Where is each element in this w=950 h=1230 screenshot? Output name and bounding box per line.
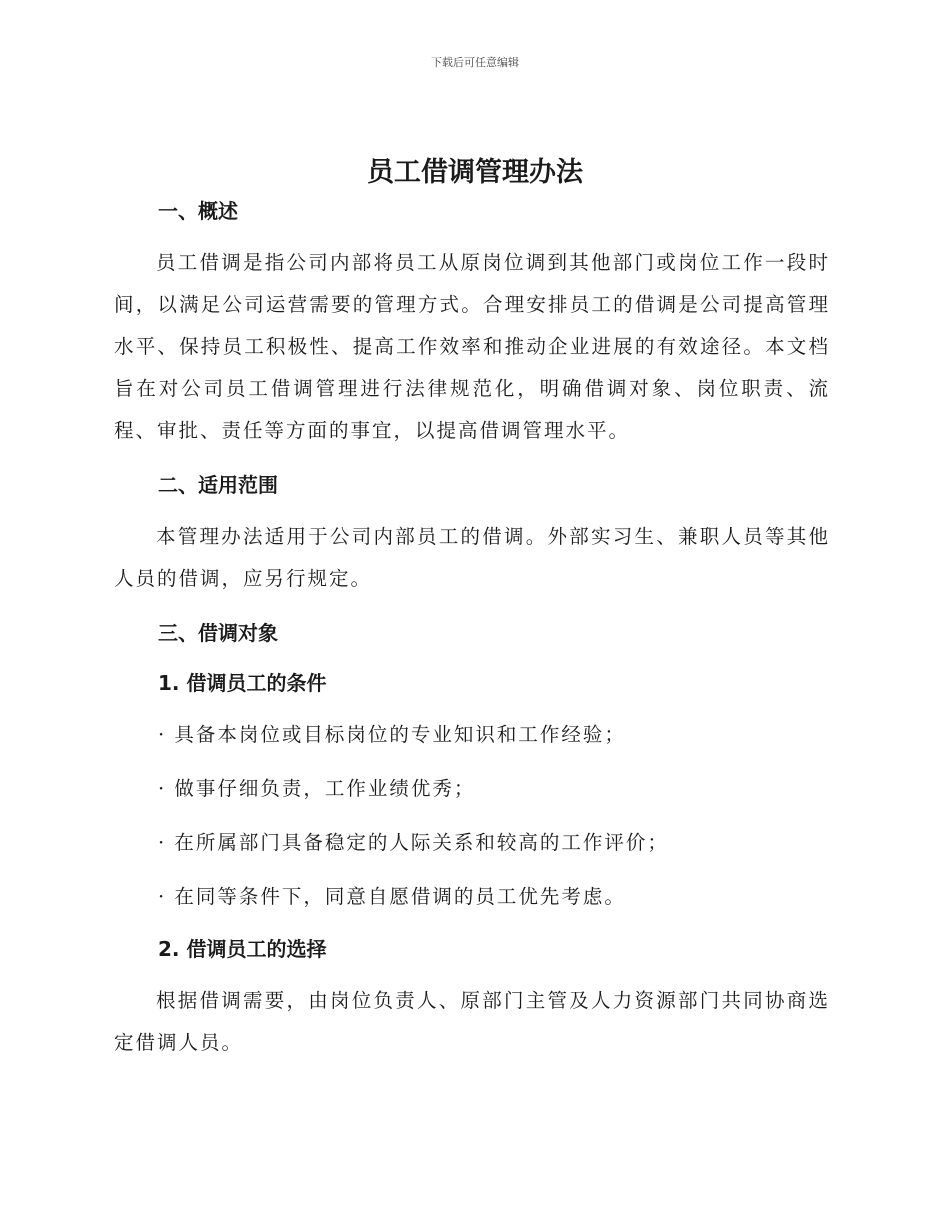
document-title: 员工借调管理办法 — [367, 157, 583, 188]
list-item: · 做事仔细负责，工作业绩优秀； — [158, 777, 476, 800]
list-item: · 在所属部门具备稳定的人际关系和较高的工作评价； — [158, 831, 669, 854]
subsection-heading-conditions: 1. 借调员工的条件 — [158, 671, 327, 695]
section-heading-scope: 二、适用范围 — [158, 473, 278, 497]
paragraph-scope: 本管理办法适用于公司内部员工的借调。外部实习生、兼职人员等其他人员的借调，应另行规定。 — [114, 525, 830, 590]
paragraph-selection: 根据借调需要，由岗位负责人、原部门主管及人力资源部门共同协商选定借调人员。 — [114, 989, 830, 1054]
list-item: · 具备本岗位或目标岗位的专业知识和工作经验； — [158, 723, 626, 746]
paragraph-overview: 员工借调是指公司内部将员工从原岗位调到其他部门或岗位工作一段时间，以满足公司运营需要的管理方式。合理安排员工的借调是公司提高管理水平、保持员工积极性、提高工作效率和推动企业进展的有效途径。本文档旨在对公司员工借调管理进行法律规范化，明确借调对象、岗位职责、流程、审批、责任等方面的事宜，以提高借调管理水平。 — [114, 251, 830, 442]
subsection-heading-selection: 2. 借调员工的选择 — [158, 937, 327, 961]
section-heading-overview: 一、概述 — [158, 199, 238, 223]
page-header-note: 下载后可任意编辑 — [431, 56, 519, 69]
section-heading-targets: 三、借调对象 — [158, 621, 278, 645]
document-body — [114, 192, 830, 1064]
list-item: · 在同等条件下，同意自愿借调的员工优先考虑。 — [158, 885, 626, 908]
